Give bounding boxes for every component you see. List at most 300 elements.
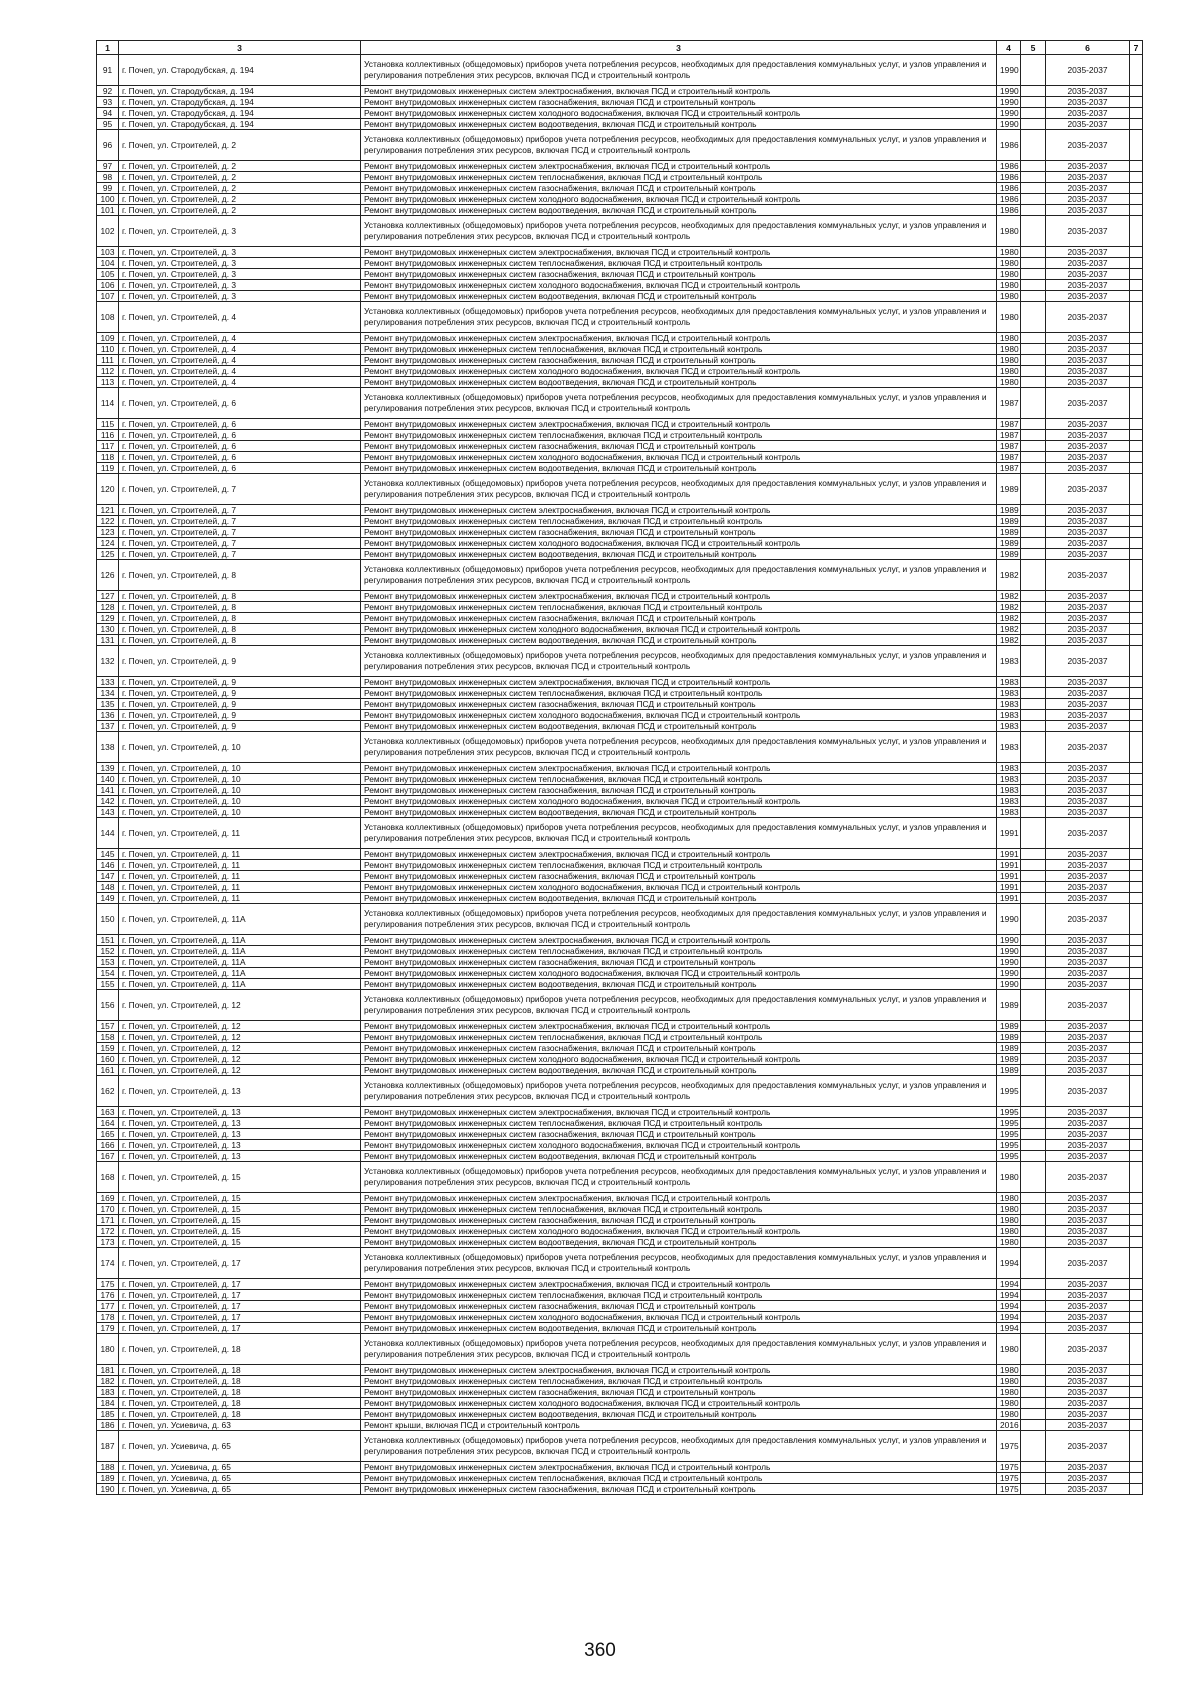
row-period: 2035-2037 [1046,1076,1130,1107]
row-number: 136 [97,710,119,721]
row-col-5 [1021,516,1046,527]
row-year: 1991 [997,860,1021,871]
document-page [96,40,1142,1495]
row-year: 1983 [997,807,1021,818]
table-row [97,97,1143,108]
row-period: 2035-2037 [1046,1162,1130,1193]
row-address: г. Почеп, ул. Строителей, д. 4 [119,302,361,333]
table-row [97,1248,1143,1279]
row-col-7 [1130,86,1143,97]
row-col-7 [1130,1279,1143,1290]
row-year: 2016 [997,1420,1021,1431]
row-col-5 [1021,796,1046,807]
row-period: 2035-2037 [1046,355,1130,366]
row-year: 1980 [997,1365,1021,1376]
row-period: 2035-2037 [1046,893,1130,904]
row-year: 1989 [997,990,1021,1021]
row-work-description: Ремонт внутридомовых инженерных систем водоотведения, включая ПСД и строительный контроль [361,893,997,904]
row-col-7 [1130,796,1143,807]
table-row [97,205,1143,216]
row-work-description: Ремонт внутридомовых инженерных систем газоснабжения, включая ПСД и строительный контроль [361,1215,997,1226]
row-col-5 [1021,355,1046,366]
row-col-7 [1130,119,1143,130]
row-number: 97 [97,161,119,172]
row-work-description: Ремонт внутридомовых инженерных систем электроснабжения, включая ПСД и строительный контроль [361,1365,997,1376]
row-period: 2035-2037 [1046,990,1130,1021]
row-address: г. Почеп, ул. Строителей, д. 17 [119,1290,361,1301]
row-number: 185 [97,1409,119,1420]
row-number: 141 [97,785,119,796]
row-col-7 [1130,957,1143,968]
row-col-7 [1130,194,1143,205]
row-period: 2035-2037 [1046,549,1130,560]
row-col-5 [1021,1237,1046,1248]
row-col-5 [1021,97,1046,108]
row-number: 147 [97,871,119,882]
row-work-description: Ремонт внутридомовых инженерных систем водоотведения, включая ПСД и строительный контроль [361,635,997,646]
row-period: 2035-2037 [1046,1365,1130,1376]
table-row [97,871,1143,882]
row-period: 2035-2037 [1046,280,1130,291]
row-year: 1990 [997,86,1021,97]
row-col-5 [1021,194,1046,205]
table-row [97,377,1143,388]
table-row [97,699,1143,710]
row-number: 135 [97,699,119,710]
row-work-description: Ремонт внутридомовых инженерных систем электроснабжения, включая ПСД и строительный контроль [361,677,997,688]
row-col-5 [1021,1065,1046,1076]
table-row [97,302,1143,333]
row-col-7 [1130,1473,1143,1484]
row-period: 2035-2037 [1046,602,1130,613]
row-period: 2035-2037 [1046,732,1130,763]
row-period: 2035-2037 [1046,516,1130,527]
row-period: 2035-2037 [1046,269,1130,280]
row-work-description: Ремонт внутридомовых инженерных систем теплоснабжения, включая ПСД и строительный контроль [361,172,997,183]
row-col-7 [1130,549,1143,560]
row-col-5 [1021,613,1046,624]
row-work-description: Ремонт внутридомовых инженерных систем газоснабжения, включая ПСД и строительный контроль [361,441,997,452]
row-work-description: Ремонт внутридомовых инженерных систем холодного водоснабжения, включая ПСД и строительный контроль [361,1312,997,1323]
row-period: 2035-2037 [1046,818,1130,849]
row-year: 1986 [997,194,1021,205]
row-address: г. Почеп, ул. Стародубская, д. 194 [119,119,361,130]
row-col-5 [1021,1290,1046,1301]
row-col-5 [1021,1334,1046,1365]
row-number: 174 [97,1248,119,1279]
row-year: 1983 [997,646,1021,677]
row-address: г. Почеп, ул. Строителей, д. 7 [119,549,361,560]
row-period: 2035-2037 [1046,86,1130,97]
row-col-7 [1130,1226,1143,1237]
table-row [97,1409,1143,1420]
row-number: 169 [97,1193,119,1204]
row-address: г. Почеп, ул. Строителей, д. 10 [119,763,361,774]
row-number: 130 [97,624,119,635]
row-period: 2035-2037 [1046,302,1130,333]
row-work-description: Ремонт внутридомовых инженерных систем газоснабжения, включая ПСД и строительный контроль [361,1043,997,1054]
row-col-5 [1021,807,1046,818]
row-year: 1990 [997,904,1021,935]
row-period: 2035-2037 [1046,527,1130,538]
table-row [97,108,1143,119]
row-col-5 [1021,677,1046,688]
row-address: г. Почеп, ул. Строителей, д. 4 [119,366,361,377]
row-period: 2035-2037 [1046,1021,1130,1032]
row-year: 1989 [997,1065,1021,1076]
row-period: 2035-2037 [1046,1323,1130,1334]
row-col-7 [1130,818,1143,849]
row-number: 190 [97,1484,119,1495]
row-col-7 [1130,602,1143,613]
row-work-description: Ремонт внутридомовых инженерных систем газоснабжения, включая ПСД и строительный контроль [361,957,997,968]
row-number: 188 [97,1462,119,1473]
row-address: г. Почеп, ул. Строителей, д. 10 [119,807,361,818]
row-number: 137 [97,721,119,732]
row-col-5 [1021,1365,1046,1376]
row-col-5 [1021,699,1046,710]
row-period: 2035-2037 [1046,1398,1130,1409]
row-address: г. Почеп, ул. Строителей, д. 11А [119,968,361,979]
row-col-7 [1130,161,1143,172]
row-work-description: Ремонт внутридомовых инженерных систем холодного водоснабжения, включая ПСД и строительный контроль [361,452,997,463]
row-year: 1994 [997,1301,1021,1312]
row-address: г. Почеп, ул. Строителей, д. 17 [119,1279,361,1290]
row-address: г. Почеп, ул. Строителей, д. 12 [119,1054,361,1065]
row-work-description: Установка коллективных (общедомовых) приборов учета потребления ресурсов, необходимых для предоставления коммунальных услуг, и узлов управления и регулирования потребления этих ресурсов, включая ПСД и строительный контроль [361,904,997,935]
row-work-description: Установка коллективных (общедомовых) приборов учета потребления ресурсов, необходимых для предоставления коммунальных услуг, и узлов управления и регулирования потребления этих ресурсов, включая ПСД и строительный контроль [361,732,997,763]
row-address: г. Почеп, ул. Строителей, д. 6 [119,452,361,463]
row-work-description: Ремонт внутридомовых инженерных систем теплоснабжения, включая ПСД и строительный контроль [361,1376,997,1387]
table-row [97,130,1143,161]
row-col-5 [1021,1473,1046,1484]
row-work-description: Ремонт внутридомовых инженерных систем газоснабжения, включая ПСД и строительный контроль [361,613,997,624]
header-col-work: 3 [361,41,997,55]
row-period: 2035-2037 [1046,1420,1130,1431]
row-year: 1980 [997,291,1021,302]
table-body [97,55,1143,1495]
row-number: 187 [97,1431,119,1462]
row-number: 148 [97,882,119,893]
row-work-description: Ремонт внутридомовых инженерных систем электроснабжения, включая ПСД и строительный контроль [361,1021,997,1032]
row-period: 2035-2037 [1046,1473,1130,1484]
row-address: г. Почеп, ул. Строителей, д. 8 [119,613,361,624]
table-row [97,624,1143,635]
row-number: 162 [97,1076,119,1107]
row-number: 149 [97,893,119,904]
row-address: г. Почеп, ул. Строителей, д. 18 [119,1365,361,1376]
row-col-7 [1130,258,1143,269]
row-year: 1980 [997,269,1021,280]
row-number: 154 [97,968,119,979]
row-address: г. Почеп, ул. Строителей, д. 15 [119,1215,361,1226]
row-number: 189 [97,1473,119,1484]
row-period: 2035-2037 [1046,161,1130,172]
row-year: 1991 [997,849,1021,860]
repair-schedule-table [96,40,1143,1495]
row-address: г. Почеп, ул. Строителей, д. 8 [119,624,361,635]
row-period: 2035-2037 [1046,560,1130,591]
row-work-description: Ремонт внутридомовых инженерных систем газоснабжения, включая ПСД и строительный контроль [361,1387,997,1398]
table-row [97,538,1143,549]
row-col-5 [1021,1462,1046,1473]
row-col-5 [1021,1215,1046,1226]
row-work-description: Ремонт внутридомовых инженерных систем холодного водоснабжения, включая ПСД и строительный контроль [361,1140,997,1151]
row-year: 1975 [997,1473,1021,1484]
table-row [97,355,1143,366]
row-col-5 [1021,247,1046,258]
row-year: 1987 [997,441,1021,452]
table-row [97,677,1143,688]
row-address: г. Почеп, ул. Строителей, д. 12 [119,1021,361,1032]
row-number: 122 [97,516,119,527]
row-address: г. Почеп, ул. Строителей, д. 12 [119,1065,361,1076]
row-year: 1975 [997,1462,1021,1473]
row-year: 1980 [997,366,1021,377]
row-year: 1983 [997,785,1021,796]
row-address: г. Почеп, ул. Стародубская, д. 194 [119,108,361,119]
row-work-description: Ремонт внутридомовых инженерных систем электроснабжения, включая ПСД и строительный контроль [361,86,997,97]
table-row [97,957,1143,968]
row-address: г. Почеп, ул. Строителей, д. 2 [119,161,361,172]
table-row [97,441,1143,452]
row-col-7 [1130,871,1143,882]
row-work-description: Установка коллективных (общедомовых) приборов учета потребления ресурсов, необходимых для предоставления коммунальных услуг, и узлов управления и регулирования потребления этих ресурсов, включая ПСД и строительный контроль [361,560,997,591]
row-work-description: Ремонт внутридомовых инженерных систем теплоснабжения, включая ПСД и строительный контроль [361,1118,997,1129]
row-work-description: Ремонт внутридомовых инженерных систем газоснабжения, включая ПСД и строительный контроль [361,1484,997,1495]
row-number: 144 [97,818,119,849]
row-address: г. Почеп, ул. Строителей, д. 15 [119,1237,361,1248]
row-col-7 [1130,1290,1143,1301]
row-year: 1987 [997,430,1021,441]
row-number: 168 [97,1162,119,1193]
row-year: 1980 [997,1193,1021,1204]
row-col-7 [1130,1076,1143,1107]
row-address: г. Почеп, ул. Строителей, д. 3 [119,280,361,291]
row-period: 2035-2037 [1046,1215,1130,1226]
row-work-description: Ремонт внутридомовых инженерных систем электроснабжения, включая ПСД и строительный контроль [361,333,997,344]
row-year: 1990 [997,97,1021,108]
row-col-7 [1130,677,1143,688]
row-year: 1986 [997,205,1021,216]
row-period: 2035-2037 [1046,441,1130,452]
row-col-5 [1021,1204,1046,1215]
row-work-description: Ремонт внутридомовых инженерных систем холодного водоснабжения, включая ПСД и строительный контроль [361,796,997,807]
row-col-7 [1130,721,1143,732]
row-work-description: Ремонт внутридомовых инженерных систем теплоснабжения, включая ПСД и строительный контроль [361,946,997,957]
row-address: г. Почеп, ул. Строителей, д. 8 [119,560,361,591]
row-col-7 [1130,419,1143,430]
row-year: 1990 [997,968,1021,979]
row-col-7 [1130,280,1143,291]
row-col-5 [1021,1151,1046,1162]
row-col-7 [1130,183,1143,194]
row-work-description: Ремонт внутридомовых инженерных систем водоотведения, включая ПСД и строительный контроль [361,463,997,474]
row-number: 181 [97,1365,119,1376]
row-period: 2035-2037 [1046,1409,1130,1420]
row-address: г. Почеп, ул. Строителей, д. 11 [119,818,361,849]
row-col-7 [1130,732,1143,763]
row-col-5 [1021,1312,1046,1323]
row-address: г. Почеп, ул. Строителей, д. 4 [119,333,361,344]
row-period: 2035-2037 [1046,710,1130,721]
row-period: 2035-2037 [1046,419,1130,430]
row-address: г. Почеп, ул. Строителей, д. 12 [119,1043,361,1054]
row-period: 2035-2037 [1046,333,1130,344]
row-year: 1980 [997,333,1021,344]
row-col-7 [1130,591,1143,602]
row-year: 1980 [997,355,1021,366]
row-number: 152 [97,946,119,957]
row-address: г. Почеп, ул. Строителей, д. 12 [119,1032,361,1043]
row-col-7 [1130,441,1143,452]
table-row [97,1076,1143,1107]
row-col-5 [1021,774,1046,785]
row-address: г. Почеп, ул. Строителей, д. 7 [119,527,361,538]
row-col-5 [1021,1021,1046,1032]
row-col-7 [1130,355,1143,366]
row-col-7 [1130,1032,1143,1043]
row-address: г. Почеп, ул. Строителей, д. 8 [119,635,361,646]
row-col-7 [1130,1237,1143,1248]
row-address: г. Почеп, ул. Строителей, д. 11 [119,860,361,871]
row-col-5 [1021,1107,1046,1118]
row-number: 150 [97,904,119,935]
row-col-5 [1021,161,1046,172]
row-number: 107 [97,291,119,302]
table-row [97,1237,1143,1248]
row-col-7 [1130,97,1143,108]
row-address: г. Почеп, ул. Строителей, д. 9 [119,677,361,688]
row-number: 102 [97,216,119,247]
row-address: г. Почеп, ул. Строителей, д. 7 [119,516,361,527]
table-row [97,721,1143,732]
row-work-description: Установка коллективных (общедомовых) приборов учета потребления ресурсов, необходимых для предоставления коммунальных услуг, и узлов управления и регулирования потребления этих ресурсов, включая ПСД и строительный контроль [361,474,997,505]
row-number: 177 [97,1301,119,1312]
row-period: 2035-2037 [1046,699,1130,710]
row-period: 2035-2037 [1046,1204,1130,1215]
table-row [97,635,1143,646]
row-col-7 [1130,688,1143,699]
table-row [97,990,1143,1021]
row-address: г. Почеп, ул. Строителей, д. 8 [119,602,361,613]
row-col-5 [1021,957,1046,968]
row-col-5 [1021,860,1046,871]
row-number: 129 [97,613,119,624]
row-address: г. Почеп, ул. Строителей, д. 6 [119,430,361,441]
row-col-5 [1021,946,1046,957]
row-number: 110 [97,344,119,355]
row-col-7 [1130,882,1143,893]
row-address: г. Почеп, ул. Строителей, д. 3 [119,216,361,247]
row-year: 1995 [997,1151,1021,1162]
row-col-5 [1021,1129,1046,1140]
row-address: г. Почеп, ул. Строителей, д. 3 [119,247,361,258]
row-work-description: Ремонт внутридомовых инженерных систем холодного водоснабжения, включая ПСД и строительный контроль [361,710,997,721]
row-col-7 [1130,1334,1143,1365]
table-row [97,1215,1143,1226]
row-year: 1994 [997,1279,1021,1290]
row-year: 1983 [997,763,1021,774]
row-col-5 [1021,1484,1046,1495]
row-number: 132 [97,646,119,677]
row-year: 1990 [997,946,1021,957]
row-col-7 [1130,1376,1143,1387]
row-year: 1982 [997,560,1021,591]
row-address: г. Почеп, ул. Строителей, д. 13 [119,1140,361,1151]
row-address: г. Почеп, ул. Строителей, д. 15 [119,1204,361,1215]
row-address: г. Почеп, ул. Строителей, д. 12 [119,990,361,1021]
row-col-5 [1021,882,1046,893]
row-period: 2035-2037 [1046,904,1130,935]
table-row [97,344,1143,355]
row-year: 1982 [997,624,1021,635]
row-period: 2035-2037 [1046,1107,1130,1118]
row-period: 2035-2037 [1046,216,1130,247]
row-number: 128 [97,602,119,613]
row-col-7 [1130,377,1143,388]
row-year: 1994 [997,1290,1021,1301]
row-address: г. Почеп, ул. Строителей, д. 7 [119,474,361,505]
row-address: г. Почеп, ул. Строителей, д. 18 [119,1376,361,1387]
row-address: г. Почеп, ул. Стародубская, д. 194 [119,55,361,86]
row-year: 1975 [997,1431,1021,1462]
row-period: 2035-2037 [1046,1193,1130,1204]
row-year: 1982 [997,613,1021,624]
row-work-description: Ремонт внутридомовых инженерных систем холодного водоснабжения, включая ПСД и строительный контроль [361,538,997,549]
row-number: 151 [97,935,119,946]
row-col-5 [1021,935,1046,946]
row-col-7 [1130,216,1143,247]
row-work-description: Ремонт внутридомовых инженерных систем электроснабжения, включая ПСД и строительный контроль [361,505,997,516]
row-address: г. Почеп, ул. Строителей, д. 11 [119,871,361,882]
row-address: г. Почеп, ул. Строителей, д. 9 [119,688,361,699]
row-work-description: Ремонт внутридомовых инженерных систем электроснабжения, включая ПСД и строительный контроль [361,1107,997,1118]
row-work-description: Установка коллективных (общедомовых) приборов учета потребления ресурсов, необходимых для предоставления коммунальных услуг, и узлов управления и регулирования потребления этих ресурсов, включая ПСД и строительный контроль [361,1334,997,1365]
row-address: г. Почеп, ул. Строителей, д. 13 [119,1107,361,1118]
row-work-description: Ремонт внутридомовых инженерных систем теплоснабжения, включая ПСД и строительный контроль [361,774,997,785]
row-col-5 [1021,269,1046,280]
row-col-7 [1130,1365,1143,1376]
row-col-5 [1021,1076,1046,1107]
row-number: 179 [97,1323,119,1334]
row-col-7 [1130,635,1143,646]
row-year: 1995 [997,1076,1021,1107]
row-year: 1989 [997,538,1021,549]
table-row [97,1290,1143,1301]
row-period: 2035-2037 [1046,452,1130,463]
row-col-5 [1021,818,1046,849]
row-period: 2035-2037 [1046,1140,1130,1151]
row-year: 1994 [997,1323,1021,1334]
row-address: г. Почеп, ул. Строителей, д. 9 [119,699,361,710]
row-col-5 [1021,1420,1046,1431]
row-col-7 [1130,774,1143,785]
row-col-5 [1021,1376,1046,1387]
row-period: 2035-2037 [1046,677,1130,688]
row-col-7 [1130,1484,1143,1495]
row-work-description: Ремонт внутридомовых инженерных систем теплоснабжения, включая ПСД и строительный контроль [361,258,997,269]
row-number: 160 [97,1054,119,1065]
row-address: г. Почеп, ул. Строителей, д. 4 [119,355,361,366]
row-col-5 [1021,258,1046,269]
row-work-description: Ремонт внутридомовых инженерных систем холодного водоснабжения, включая ПСД и строительный контроль [361,194,997,205]
row-work-description: Ремонт внутридомовых инженерных систем теплоснабжения, включая ПСД и строительный контроль [361,430,997,441]
row-col-5 [1021,344,1046,355]
row-col-7 [1130,1162,1143,1193]
table-row [97,172,1143,183]
row-year: 1989 [997,1043,1021,1054]
